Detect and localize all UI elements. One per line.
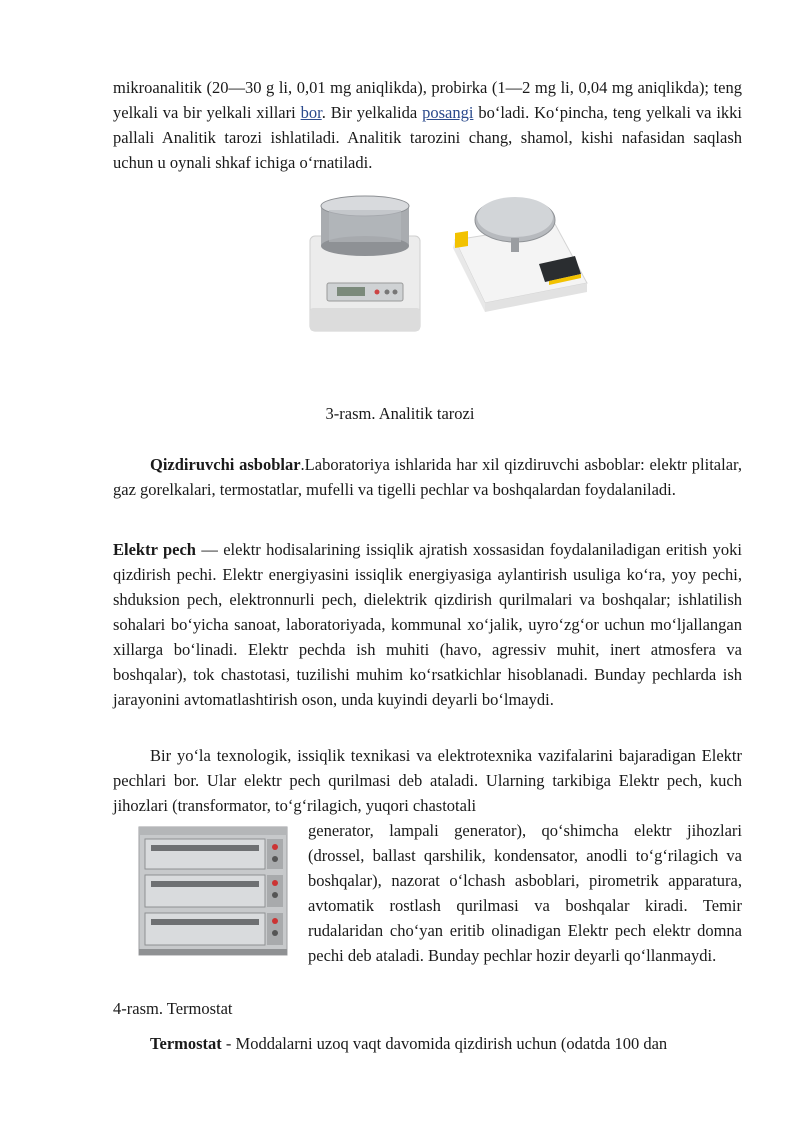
link-posangi[interactable]: posangi: [422, 103, 474, 122]
term-electric-furnace: Elektr pech: [113, 540, 196, 559]
paragraph-furnace-installation-continued: [308, 818, 742, 968]
thermostat-image: [135, 823, 293, 963]
paragraph-heating-devices: [113, 452, 742, 502]
paragraph-electric-furnace: [113, 537, 742, 712]
paragraph-text: Bir yo‘la texnologik, issiqlik texnikasi va elektrotexnika vazifalarini bajaradigan Elektr pechlari bor. Ular elektr pech qurilmasi deb ataladi. Ularning tarkibiga Elektr pech, kuch jihozlari (transformator, to‘g‘rilagich, yuqori chastotali: [113, 746, 742, 815]
term-heating-devices: Qizdiruvchi asboblar: [150, 455, 301, 474]
paragraph-text: . Bir yelkalida: [321, 103, 423, 122]
paragraph-thermostat: [113, 1031, 742, 1056]
analytic-scale-image: [305, 188, 595, 338]
paragraph-text: - Moddalarni uzoq vaqt davomida qizdirish uchun (odatda 100 dan: [221, 1034, 668, 1053]
paragraph-furnace-installation: [113, 743, 742, 818]
figure-4-caption: 4-rasm. Termostat: [113, 999, 233, 1018]
paragraph-analytic-scales: [113, 75, 742, 175]
paragraph-text: — elektr hodisalarining issiqlik ajratish xossasidan foydalaniladigan eritish yoki qizdirish pechi. Elektr energiyasini issiqlik energiyasiga aylantirish usuliga ko‘ra, yoy pechi, shduksion pech, elektronnurli pech, dielektrik qizdirish qurilmalari va boshqalar; ishlatilish sohalari bo‘yicha sanoat, laboratoriyada, kommunal xo‘jalik, uyro‘zg‘or uchun mo‘ljallangan xillarga bo‘linadi. Elektr pechda ish muhiti (havo, agressiv muhit, inert atmosfera va boshqalar), tok chastotasi, tuzilishi muhim ko‘rsatkichlar hisoblanadi. Bunday pechlarda ish jarayonini avtomatlashtirish oson, unda kuyindi deyarli bo‘lmaydi.: [113, 540, 742, 709]
paragraph-text: bo‘ladi. Ko‘pincha, teng yelkali va ikki pallali Analitik tarozi ishlatiladi. Analitik tarozini chang, shamol, kishi nafasidan saqlash uchun u oynali shkaf ichiga o‘rnatiladi.: [113, 103, 743, 172]
paragraph-text: mikroanalitik (20—30 g li, 0,01 mg aniqlikda), probirka (1—2 mg li, 0,04 mg aniqlikda); teng yelkali va bir yelkali xillari: [113, 78, 742, 122]
paragraph-text: .Laboratoriya ishlarida har xil qizdiruvchi asboblar: elektr plitalar, gaz gorelkalari, termostatlar, mufelli va tigelli pechlar va boshqalardan foydalaniladi.: [113, 455, 742, 499]
term-thermostat: Termostat: [150, 1034, 222, 1053]
paragraph-text: generator, lampali generator), qo‘shimcha elektr jihozlari (drossel, ballast qarshilik, kondensator, anodli to‘g‘rilagich va boshqalar), nazorat o‘lchash asboblari, pirometrik apparatura, avtomatik rostlash qurilmasi va boshqalar kiradi. Temir rudalaridan cho‘yan eritib olinadigan Elektr pech elektr domna pechi deb ataladi. Bunday pechlar hozir deyarli qo‘llanmaydi.: [308, 821, 742, 965]
link-bor[interactable]: bor: [300, 103, 322, 122]
figure-3-caption: 3-rasm. Analitik tarozi: [325, 404, 475, 423]
